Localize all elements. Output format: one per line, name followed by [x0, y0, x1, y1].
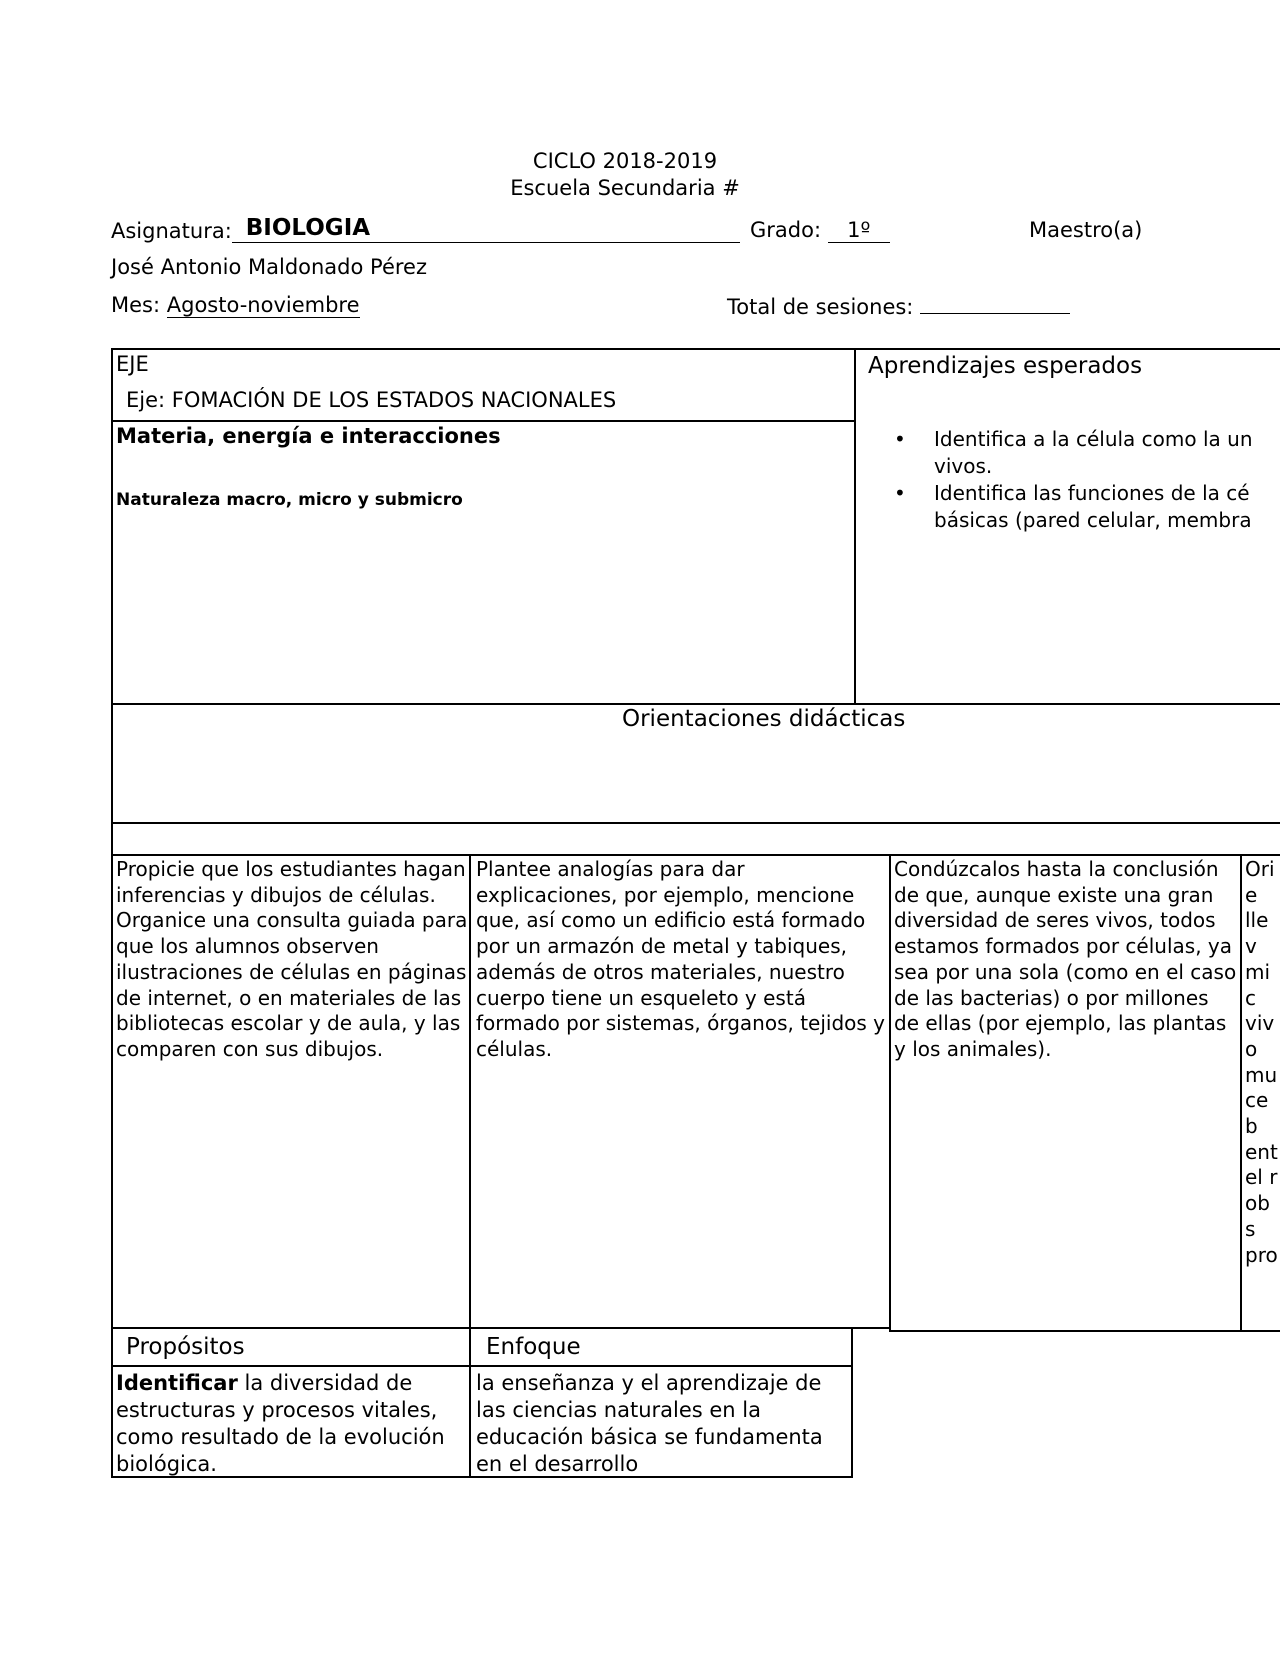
orientaciones-label: Orientaciones didácticas	[622, 706, 906, 732]
blank-row-divider	[111, 854, 1280, 856]
orientacion-4: Orie llev mic vivo mu ceb ent el r obs pro	[1245, 857, 1278, 1267]
grade-value: 1º	[828, 218, 890, 243]
month-label: Mes:	[111, 293, 161, 317]
purpose-col-divider	[469, 1327, 471, 1478]
orientaciones-row-divider	[111, 822, 1280, 824]
orient-col-divider-1	[469, 854, 471, 1329]
topic-subtitle: Naturaleza macro, micro y submicro	[116, 490, 463, 510]
aprendizaje-1-line2: vivos.	[934, 454, 993, 478]
eje-row-divider	[111, 420, 855, 422]
table-border-left	[111, 348, 113, 1329]
orientacion-3: Condúzcalos hasta la conclusión de que, aunque existe una gran diversidad de seres vivos, todos estamos formados por células, ya sea por una sola (como en el caso de las bacterias) o por millones de ellas (por ejemplo, las plantas y los animales).	[894, 857, 1237, 1061]
cycle-title: CICLO 2018-2019	[532, 149, 718, 173]
orientacion-2: Plantee analogías para dar explicaciones, por ejemplo, mencione que, así como un edificio está formado por un armazón de metal y tabiques, además de otros materiales, nuestro cuerpo tiene un esqueleto y está formado por sistemas, órganos, tejidos y células.	[476, 857, 886, 1061]
month-value: Agosto-noviembre	[166, 293, 360, 317]
purpose-border-right	[851, 1327, 853, 1478]
enfoque-label: Enfoque	[486, 1334, 581, 1360]
eje-label: EJE	[116, 352, 149, 376]
subject-value-line	[232, 215, 740, 243]
aprendizaje-1-line1: Identifica a la célula como la un	[934, 427, 1253, 451]
subject-row	[111, 215, 740, 243]
enfoque-text: la enseñanza y el aprendizaje de las ciencias naturales en la educación básica se fundamenta en el desarrollo	[476, 1371, 823, 1476]
aprendizajes-list	[856, 424, 1280, 544]
purpose-header-divider	[111, 1365, 853, 1367]
total-sessions-blank	[920, 293, 1070, 314]
total-sessions-row	[727, 293, 1070, 319]
orientacion-1: Propicie que los estudiantes hagan inferencias y dibujos de células. Organice una consulta guiada para que los alumnos observen ilustraciones de células en páginas de internet, o en materiales de las bibliotecas escolar y de aula, y las comparen con sus dibujos.	[116, 857, 468, 1061]
table-border-top	[111, 348, 1280, 350]
orient-col-divider-3	[1240, 854, 1242, 1331]
subject-value: BIOLOGIA	[245, 215, 371, 241]
month-row	[111, 293, 360, 318]
propositos-label: Propósitos	[126, 1334, 245, 1360]
teacher-name: José Antonio Maldonado Pérez	[111, 255, 427, 279]
bullet-2: •	[894, 481, 906, 505]
proposito-text	[116, 1370, 468, 1478]
purpose-border-left	[111, 1327, 113, 1478]
bullet-1: •	[894, 427, 906, 451]
topic-row-divider	[111, 703, 1280, 705]
proposito-rest: la diversidad de estructuras y procesos vitales, como resultado de la evolución biológica.	[116, 1371, 445, 1476]
eje-value: Eje: FOMACIÓN DE LOS ESTADOS NACIONALES	[126, 388, 617, 412]
proposito-bold: Identificar	[116, 1371, 238, 1395]
grade-label: Grado:	[750, 218, 822, 242]
aprendizaje-2-line2: básicas (pared celular, membra	[934, 508, 1252, 532]
school-title: Escuela Secundaria #	[510, 176, 740, 200]
aprendizaje-2-line1: Identifica las funciones de la cé	[934, 481, 1250, 505]
orient-bottom-right	[889, 1330, 1280, 1332]
orient-bottom-left	[111, 1327, 891, 1329]
aprendizajes-label: Aprendizajes esperados	[868, 353, 1143, 379]
topic-title: Materia, energía e interacciones	[116, 424, 501, 448]
orient-col-divider-2	[889, 854, 891, 1331]
total-sessions-label: Total de sesiones:	[727, 295, 914, 319]
subject-label: Asignatura:	[111, 219, 232, 243]
teacher-label: Maestro(a)	[1029, 218, 1143, 242]
grade-row	[750, 218, 890, 243]
